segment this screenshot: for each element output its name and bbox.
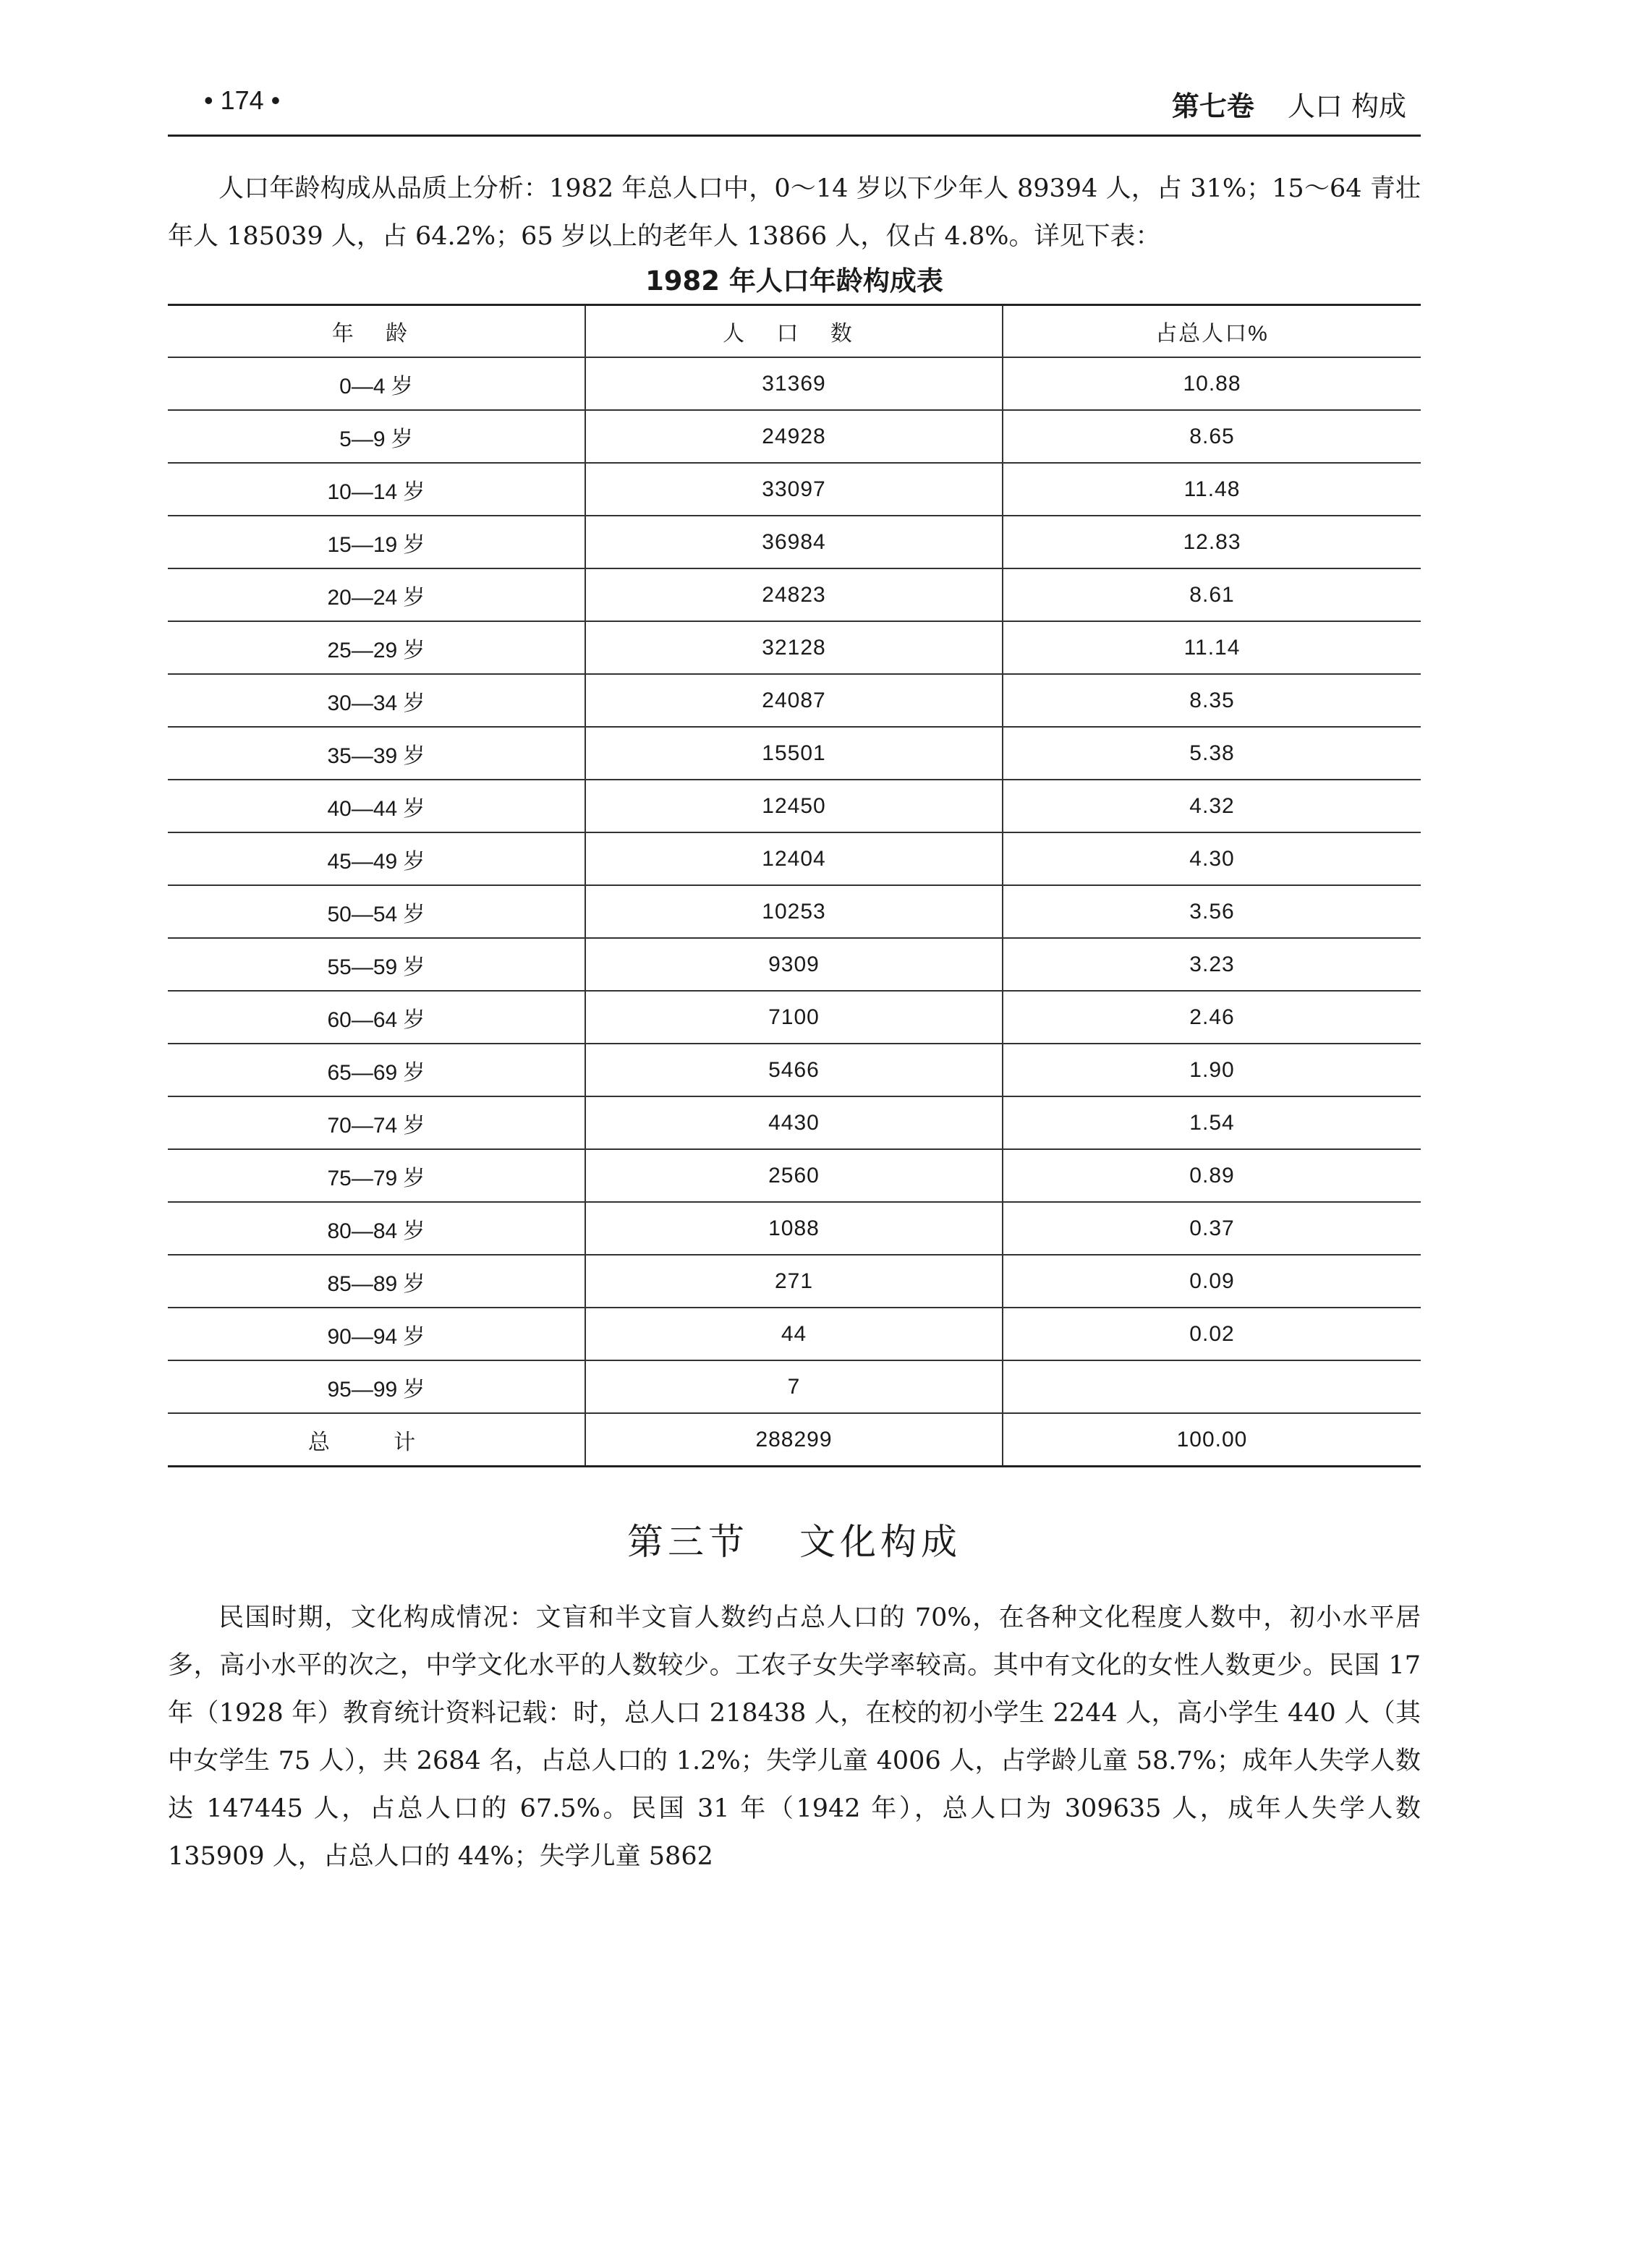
percent-cell: 11.48 xyxy=(1003,463,1421,516)
percent-cell: 5.38 xyxy=(1003,727,1421,780)
age-cell: 75—79 岁 xyxy=(168,1149,585,1202)
table-row xyxy=(168,780,1421,832)
page-number: • 174 • xyxy=(204,85,281,115)
age-cell: 20—24 岁 xyxy=(168,568,585,621)
population-cell: 15501 xyxy=(585,727,1003,780)
body-paragraph xyxy=(168,1594,1421,1880)
population-cell: 24928 xyxy=(585,410,1003,463)
population-cell: 10253 xyxy=(585,885,1003,938)
age-cell: 95—99 岁 xyxy=(168,1360,585,1413)
percent-cell: 8.65 xyxy=(1003,410,1421,463)
age-cell: 40—44 岁 xyxy=(168,780,585,832)
table-row xyxy=(168,832,1421,885)
age-cell: 5—9 岁 xyxy=(168,410,585,463)
percent-cell: 3.56 xyxy=(1003,885,1421,938)
population-cell: 44 xyxy=(585,1308,1003,1360)
population-cell: 33097 xyxy=(585,463,1003,516)
percent-cell: 8.35 xyxy=(1003,674,1421,727)
table-row xyxy=(168,463,1421,516)
column-header-age: 年 龄 xyxy=(168,305,585,358)
percent-cell: 0.02 xyxy=(1003,1308,1421,1360)
age-cell: 80—84 岁 xyxy=(168,1202,585,1255)
age-cell: 70—74 岁 xyxy=(168,1096,585,1149)
population-cell: 2560 xyxy=(585,1149,1003,1202)
header-rule xyxy=(168,135,1421,137)
percent-cell: 4.30 xyxy=(1003,832,1421,885)
table-row xyxy=(168,991,1421,1044)
population-cell: 36984 xyxy=(585,516,1003,568)
table-row xyxy=(168,938,1421,991)
population-cell: 271 xyxy=(585,1255,1003,1308)
age-cell: 65—69 岁 xyxy=(168,1044,585,1096)
percent-cell: 3.23 xyxy=(1003,938,1421,991)
total-label-cell: 总 计 xyxy=(168,1413,585,1467)
percent-cell: 11.14 xyxy=(1003,621,1421,674)
population-cell: 12450 xyxy=(585,780,1003,832)
population-cell: 32128 xyxy=(585,621,1003,674)
section-title: 文化构成 xyxy=(799,1521,961,1563)
population-cell: 9309 xyxy=(585,938,1003,991)
population-cell: 24823 xyxy=(585,568,1003,621)
percent-cell: 12.83 xyxy=(1003,516,1421,568)
population-cell: 7100 xyxy=(585,991,1003,1044)
age-cell: 60—64 岁 xyxy=(168,991,585,1044)
age-cell: 55—59 岁 xyxy=(168,938,585,991)
age-cell: 45—49 岁 xyxy=(168,832,585,885)
table-total-row xyxy=(168,1413,1421,1467)
percent-cell: 8.61 xyxy=(1003,568,1421,621)
total-population-cell: 288299 xyxy=(585,1413,1003,1467)
table-row xyxy=(168,674,1421,727)
body-text: 民国时期，文化构成情况：文盲和半文盲人数约占总人口的 70%，在各种文化程度人数中，初小水平居多，高小水平的次之，中学文化水平的人数较少。工农子女失学率较高。其中有文化的女性人数更少。民国 17 年（1928 年）教育统计资料记载：时，总人口 218438 人，在校的初小学生 2244 人，高小学生 440 人（其中女学生 75 人），共 2684 名，占总人口的 1.2%；失学儿童 4006 人，占学龄儿童 58.7%；成年人失学人数达 147445 人，占总人口的 67.5%。民国 31 年（1942 年），总人口为 309635 人，成年人失学人数 135909 人，占总人口的 44%；失学儿童 5862 xyxy=(168,1603,1421,1871)
age-cell: 30—34 岁 xyxy=(168,674,585,727)
table-row xyxy=(168,1308,1421,1360)
table-row xyxy=(168,357,1421,410)
volume-label: 第七卷 xyxy=(1171,90,1254,122)
column-header-percent: 占总人口% xyxy=(1003,305,1421,358)
table-row xyxy=(168,1360,1421,1413)
age-cell: 25—29 岁 xyxy=(168,621,585,674)
table-row xyxy=(168,1149,1421,1202)
age-cell: 50—54 岁 xyxy=(168,885,585,938)
population-cell: 5466 xyxy=(585,1044,1003,1096)
percent-cell: 10.88 xyxy=(1003,357,1421,410)
table-header-row xyxy=(168,305,1421,358)
age-cell: 35—39 岁 xyxy=(168,727,585,780)
percent-cell: 0.09 xyxy=(1003,1255,1421,1308)
percent-cell xyxy=(1003,1360,1421,1413)
percent-cell: 0.89 xyxy=(1003,1149,1421,1202)
age-cell: 0—4 岁 xyxy=(168,357,585,410)
table-row xyxy=(168,516,1421,568)
chapter-label: 人口 构成 xyxy=(1287,90,1406,122)
table-body xyxy=(168,357,1421,1467)
percent-cell: 0.37 xyxy=(1003,1202,1421,1255)
population-cell: 31369 xyxy=(585,357,1003,410)
age-structure-table xyxy=(168,304,1421,1467)
age-cell: 15—19 岁 xyxy=(168,516,585,568)
population-cell: 24087 xyxy=(585,674,1003,727)
intro-text: 人口年龄构成从品质上分析：1982 年总人口中，0～14 岁以下少年人 89394 人，占 31%；15～64 青壮年人 185039 人，占 64.2%；65 岁以上的老年人 13866 人，仅占 4.8%。详见下表： xyxy=(168,174,1421,251)
table-row xyxy=(168,410,1421,463)
table-row xyxy=(168,621,1421,674)
percent-cell: 1.90 xyxy=(1003,1044,1421,1096)
percent-cell: 2.46 xyxy=(1003,991,1421,1044)
percent-cell: 4.32 xyxy=(1003,780,1421,832)
table-row xyxy=(168,1255,1421,1308)
table-row xyxy=(168,568,1421,621)
column-header-population: 人 口 数 xyxy=(585,305,1003,358)
percent-cell: 1.54 xyxy=(1003,1096,1421,1149)
population-cell: 7 xyxy=(585,1360,1003,1413)
age-cell: 85—89 岁 xyxy=(168,1255,585,1308)
section-number: 第三节 xyxy=(627,1521,749,1563)
table-title: 1982 年人口年龄构成表 xyxy=(645,265,943,297)
table-row xyxy=(168,727,1421,780)
table-row xyxy=(168,1096,1421,1149)
age-cell: 10—14 岁 xyxy=(168,463,585,516)
intro-paragraph xyxy=(168,165,1421,260)
section-heading xyxy=(168,1513,1421,1565)
table-row xyxy=(168,1202,1421,1255)
age-cell: 90—94 岁 xyxy=(168,1308,585,1360)
population-cell: 1088 xyxy=(585,1202,1003,1255)
table-row xyxy=(168,885,1421,938)
total-percent-cell: 100.00 xyxy=(1003,1413,1421,1467)
running-header xyxy=(1172,84,1406,124)
population-cell: 12404 xyxy=(585,832,1003,885)
table-row xyxy=(168,1044,1421,1096)
population-cell: 4430 xyxy=(585,1096,1003,1149)
